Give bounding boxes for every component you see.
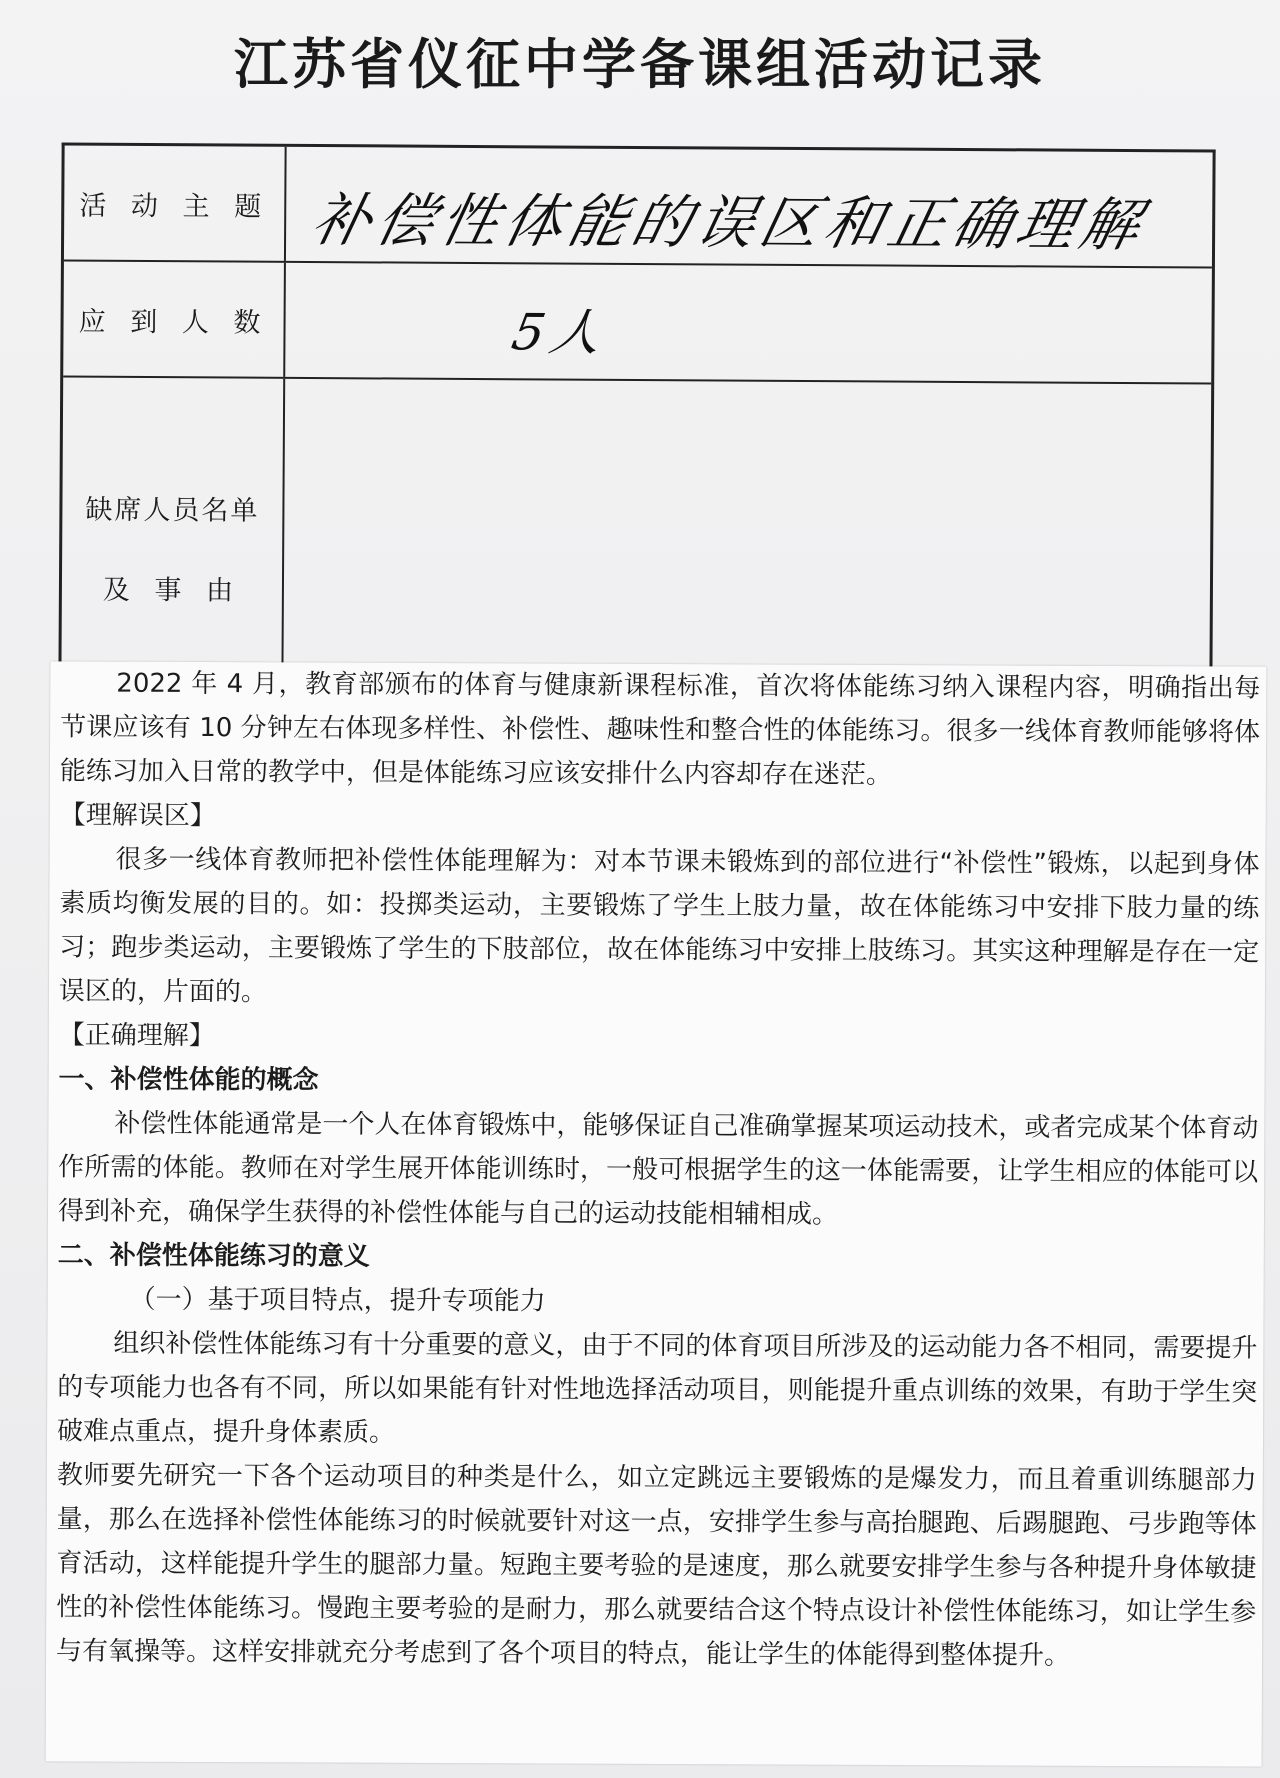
body-text <box>56 661 1260 1678</box>
paragraph-misunderstanding: 很多一线体育教师把补偿性体能理解为：对本节课未锻炼到的部位进行“补偿性”锻炼，以起到身体素质均衡发展的目的。如：投掷类运动，主要锻炼了学生上肢力量，故在体能练习中安排下肢力量的练习；跑步类运动，主要锻炼了学生的下肢部位，故在体能练习中安排上肢练习。其实这种理解是存在一定误区的，片面的。 <box>58 844 1260 1008</box>
column-divider <box>281 379 285 689</box>
attendance-label: 应 到 人 数 <box>78 306 269 339</box>
column-divider <box>283 263 286 377</box>
document-title: 江苏省仪征中学备课组活动记录 <box>234 32 1046 96</box>
record-table <box>58 142 1215 689</box>
topic-value-handwritten: 补偿性体能的误区和正确理解 <box>305 186 1153 260</box>
absent-label-line1: 缺席人员名单 <box>85 494 260 527</box>
subheading-project-features: （一）基于项目特点，提升专项能力 <box>129 1284 546 1317</box>
attendance-value-handwritten: 5人 <box>507 303 612 362</box>
section-correct: 【正确理解】 <box>58 1020 215 1052</box>
topic-label: 活 动 主 题 <box>79 190 270 223</box>
paragraph-concept: 补偿性体能通常是一个人在体育锻炼中，能够保证自己准确掌握某项运动技术，或者完成某个体育动作所需的体能。教师在对学生展开体能训练时，一般可根据学生的这一体能需要，让学生相应的体能可以得到补充，确保学生获得的补偿性体能与自己的运动技能相辅相成。 <box>57 1108 1259 1230</box>
section-misunderstanding: 【理解误区】 <box>59 800 216 832</box>
pasted-text-sheet <box>46 661 1267 1766</box>
column-divider <box>284 147 287 261</box>
heading-significance: 二、补偿性体能练习的意义 <box>57 1240 370 1272</box>
topic-row <box>64 145 1213 268</box>
paragraph-examples: 教师要先研究一下各个运动项目的种类是什么，如立定跳远主要锻炼的是爆发力，而且着重训练腿部力量，那么在选择补偿性体能练习的时候就要针对这一点，安排学生参与高抬腿跑、后踢腿跑、弓步跑等体育活动，这样能提升学生的腿部力量。短跑主要考验的是速度，那么就要安排学生参与各种提升身体敏捷性的补偿性体能练习。慢跑主要考验的是耐力，那么就要结合这个特点设计补偿性体能练习，如让学生参与有氧操等。这样安排就充分考虑到了各个项目的特点，能让学生的体能得到整体提升。 <box>56 1460 1257 1671</box>
paragraph-significance: 组织补偿性体能练习有十分重要的意义，由于不同的体育项目所涉及的运动能力各不相同，需要提升的专项能力也各有不同，所以如果能有针对性地选择活动项目，则能提升重点训练的效果，有助于学生突破难点重点，提升身体素质。 <box>56 1328 1258 1448</box>
absent-row <box>61 377 1211 694</box>
attendance-row <box>63 261 1212 384</box>
paragraph-intro: 2022 年 4 月，教育部颁布的体育与健康新课程标准，首次将体能练习纳入课程内容，明确指出每节课应该有 10 分钟左右体现多样性、补偿性、趣味性和整合性的体能练习。很多一线体育教师能够将体能练习加入日常的教学中，但是体能练习应该安排什么内容却存在迷茫。 <box>59 668 1261 791</box>
absent-label-line2: 及 事 由 <box>102 574 242 607</box>
heading-concept: 一、补偿性体能的概念 <box>58 1064 319 1096</box>
